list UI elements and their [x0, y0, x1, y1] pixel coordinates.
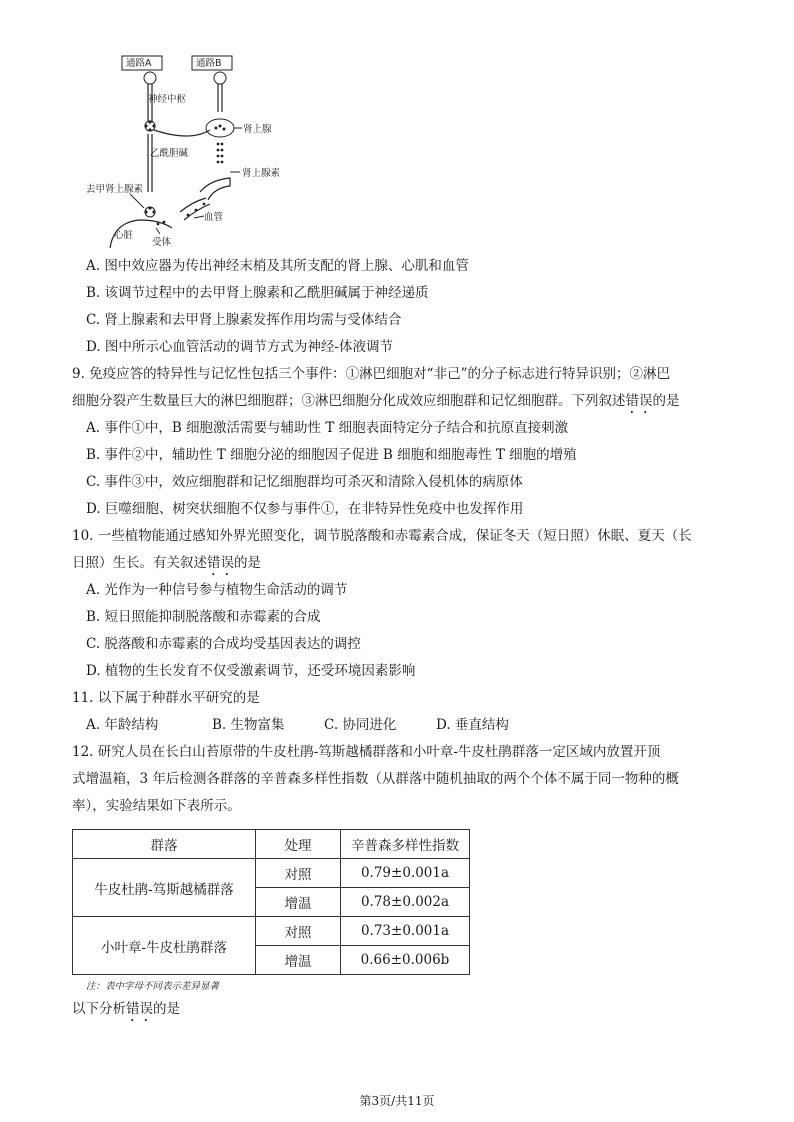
community-cell: 小叶章-牛皮杜鹃群落 — [73, 917, 256, 975]
label-heart: 心脏 — [114, 230, 134, 241]
table-row — [73, 917, 470, 946]
q12-analysis-prompt: 以下分析错误的是 — [72, 1001, 180, 1017]
label-blood-vessel: 血管 — [204, 212, 224, 223]
q11-option-b: B. 生物富集 — [212, 717, 285, 733]
q11-option-d: D. 垂直结构 — [436, 717, 509, 733]
q9-stem-line2: 细胞分裂产生数量巨大的淋巴细胞群；③淋巴细胞分化成效应细胞群和记忆细胞群。下列叙述错误的是 — [72, 393, 680, 409]
q12-stem-line1: 12. 研究人员在长白山苔原带的牛皮杜鹃-笃斯越橘群落和小叶章-牛皮杜鹃群落一定区域内放置开顶 — [72, 744, 661, 760]
q10-stem-line1: 10. 一些植物能通过感知外界光照变化，调节脱落酸和赤霉素合成，保证冬天（短日照）休眠、夏天（长 — [72, 528, 692, 544]
q12-emphasis: 错误 — [126, 1001, 153, 1017]
q9-option-c: C. 事件③中，效应细胞群和记忆细胞群均可杀灭和清除入侵机体的病原体 — [86, 474, 523, 490]
q8-option-c: C. 肾上腺素和去甲肾上腺素发挥作用均需与受体结合 — [86, 312, 402, 328]
q9-option-b: B. 事件②中，辅助性 T 细胞分泌的细胞因子促进 B 细胞和细胞毒性 T 细胞的增殖 — [86, 447, 577, 463]
q8-option-d: D. 图中所示心血管活动的调节方式为神经-体液调节 — [86, 339, 393, 355]
table-row — [73, 859, 470, 888]
header-community: 群落 — [73, 830, 256, 859]
q10-stem-line2: 日照）生长。有关叙述错误的是 — [72, 555, 261, 571]
cardiovascular-regulation-diagram — [80, 52, 280, 252]
treatment-cell: 对照 — [256, 917, 341, 946]
community-cell: 牛皮杜鹃-笃斯越橘群落 — [73, 859, 256, 917]
label-receptor: 受体 — [152, 237, 172, 248]
label-pathway-b: 通路B — [196, 58, 222, 69]
q10-emphasis: 错误 — [207, 555, 234, 571]
q11-option-c: C. 协同进化 — [324, 717, 397, 733]
q10-option-a: A. 光作为一种信号参与植物生命活动的调节 — [86, 582, 348, 598]
page-number-footer: 第3页/共11页 — [359, 1094, 435, 1108]
q8-option-a: A. 图中效应器为传出神经末梢及其所支配的肾上腺、心肌和血管 — [86, 258, 469, 274]
q10-option-c: C. 脱落酸和赤霉素的合成均受基因表达的调控 — [86, 636, 361, 652]
index-cell: 0.66±0.006b — [341, 946, 470, 975]
treatment-cell: 对照 — [256, 859, 341, 888]
q9-option-d: D. 巨噬细胞、树突状细胞不仅参与事件①，在非特异性免疫中也发挥作用 — [86, 501, 524, 517]
label-acetylcholine: 乙酰胆碱 — [150, 148, 189, 159]
label-adrenaline: 肾上腺素 — [242, 168, 280, 179]
index-cell: 0.79±0.001a — [341, 859, 470, 888]
table-header-row — [73, 830, 470, 859]
treatment-cell: 增温 — [256, 888, 341, 917]
q12-stem-line3: 率），实验结果如下表所示。 — [72, 798, 241, 814]
diversity-results-table — [72, 829, 470, 975]
q9-emphasis: 错误 — [625, 393, 653, 409]
q11-option-a: A. 年龄结构 — [86, 717, 159, 733]
label-pathway-a: 通路A — [126, 58, 152, 69]
header-simpson-index: 辛普森多样性指数 — [341, 830, 470, 859]
label-nerve-center: 神经中枢 — [148, 94, 187, 105]
index-cell: 0.73±0.001a — [341, 917, 470, 946]
q11-stem: 11. 以下属于种群水平研究的是 — [72, 690, 260, 706]
q10-option-d: D. 植物的生长发育不仅受激素调节，还受环境因素影响 — [86, 663, 416, 679]
q10-option-b: B. 短日照能抑制脱落酸和赤霉素的合成 — [86, 609, 321, 625]
q9-stem-line1: 9. 免疫应答的特异性与记忆性包括三个事件：①淋巴细胞对“非己”的分子标志进行特异识别；②淋巴 — [72, 366, 670, 382]
header-treatment: 处理 — [256, 830, 341, 859]
label-adrenal-gland: 肾上腺 — [243, 124, 272, 135]
q9-option-a: A. 事件①中，B 细胞激活需要与辅助性 T 细胞表面特定分子结合和抗原直接刺激 — [86, 420, 569, 436]
label-noradrenaline: 去甲肾上腺素 — [86, 184, 144, 195]
q8-option-b: B. 该调节过程中的去甲肾上腺素和乙酰胆碱属于神经递质 — [86, 285, 429, 301]
treatment-cell: 增温 — [256, 946, 341, 975]
table-note: 注：表中字母不同表示差异显著 — [86, 981, 220, 992]
index-cell: 0.78±0.002a — [341, 888, 470, 917]
q12-stem-line2: 式增温箱，3 年后检测各群落的辛普森多样性指数（从群落中随机抽取的两个个体不属于同一物种的概 — [72, 771, 679, 787]
